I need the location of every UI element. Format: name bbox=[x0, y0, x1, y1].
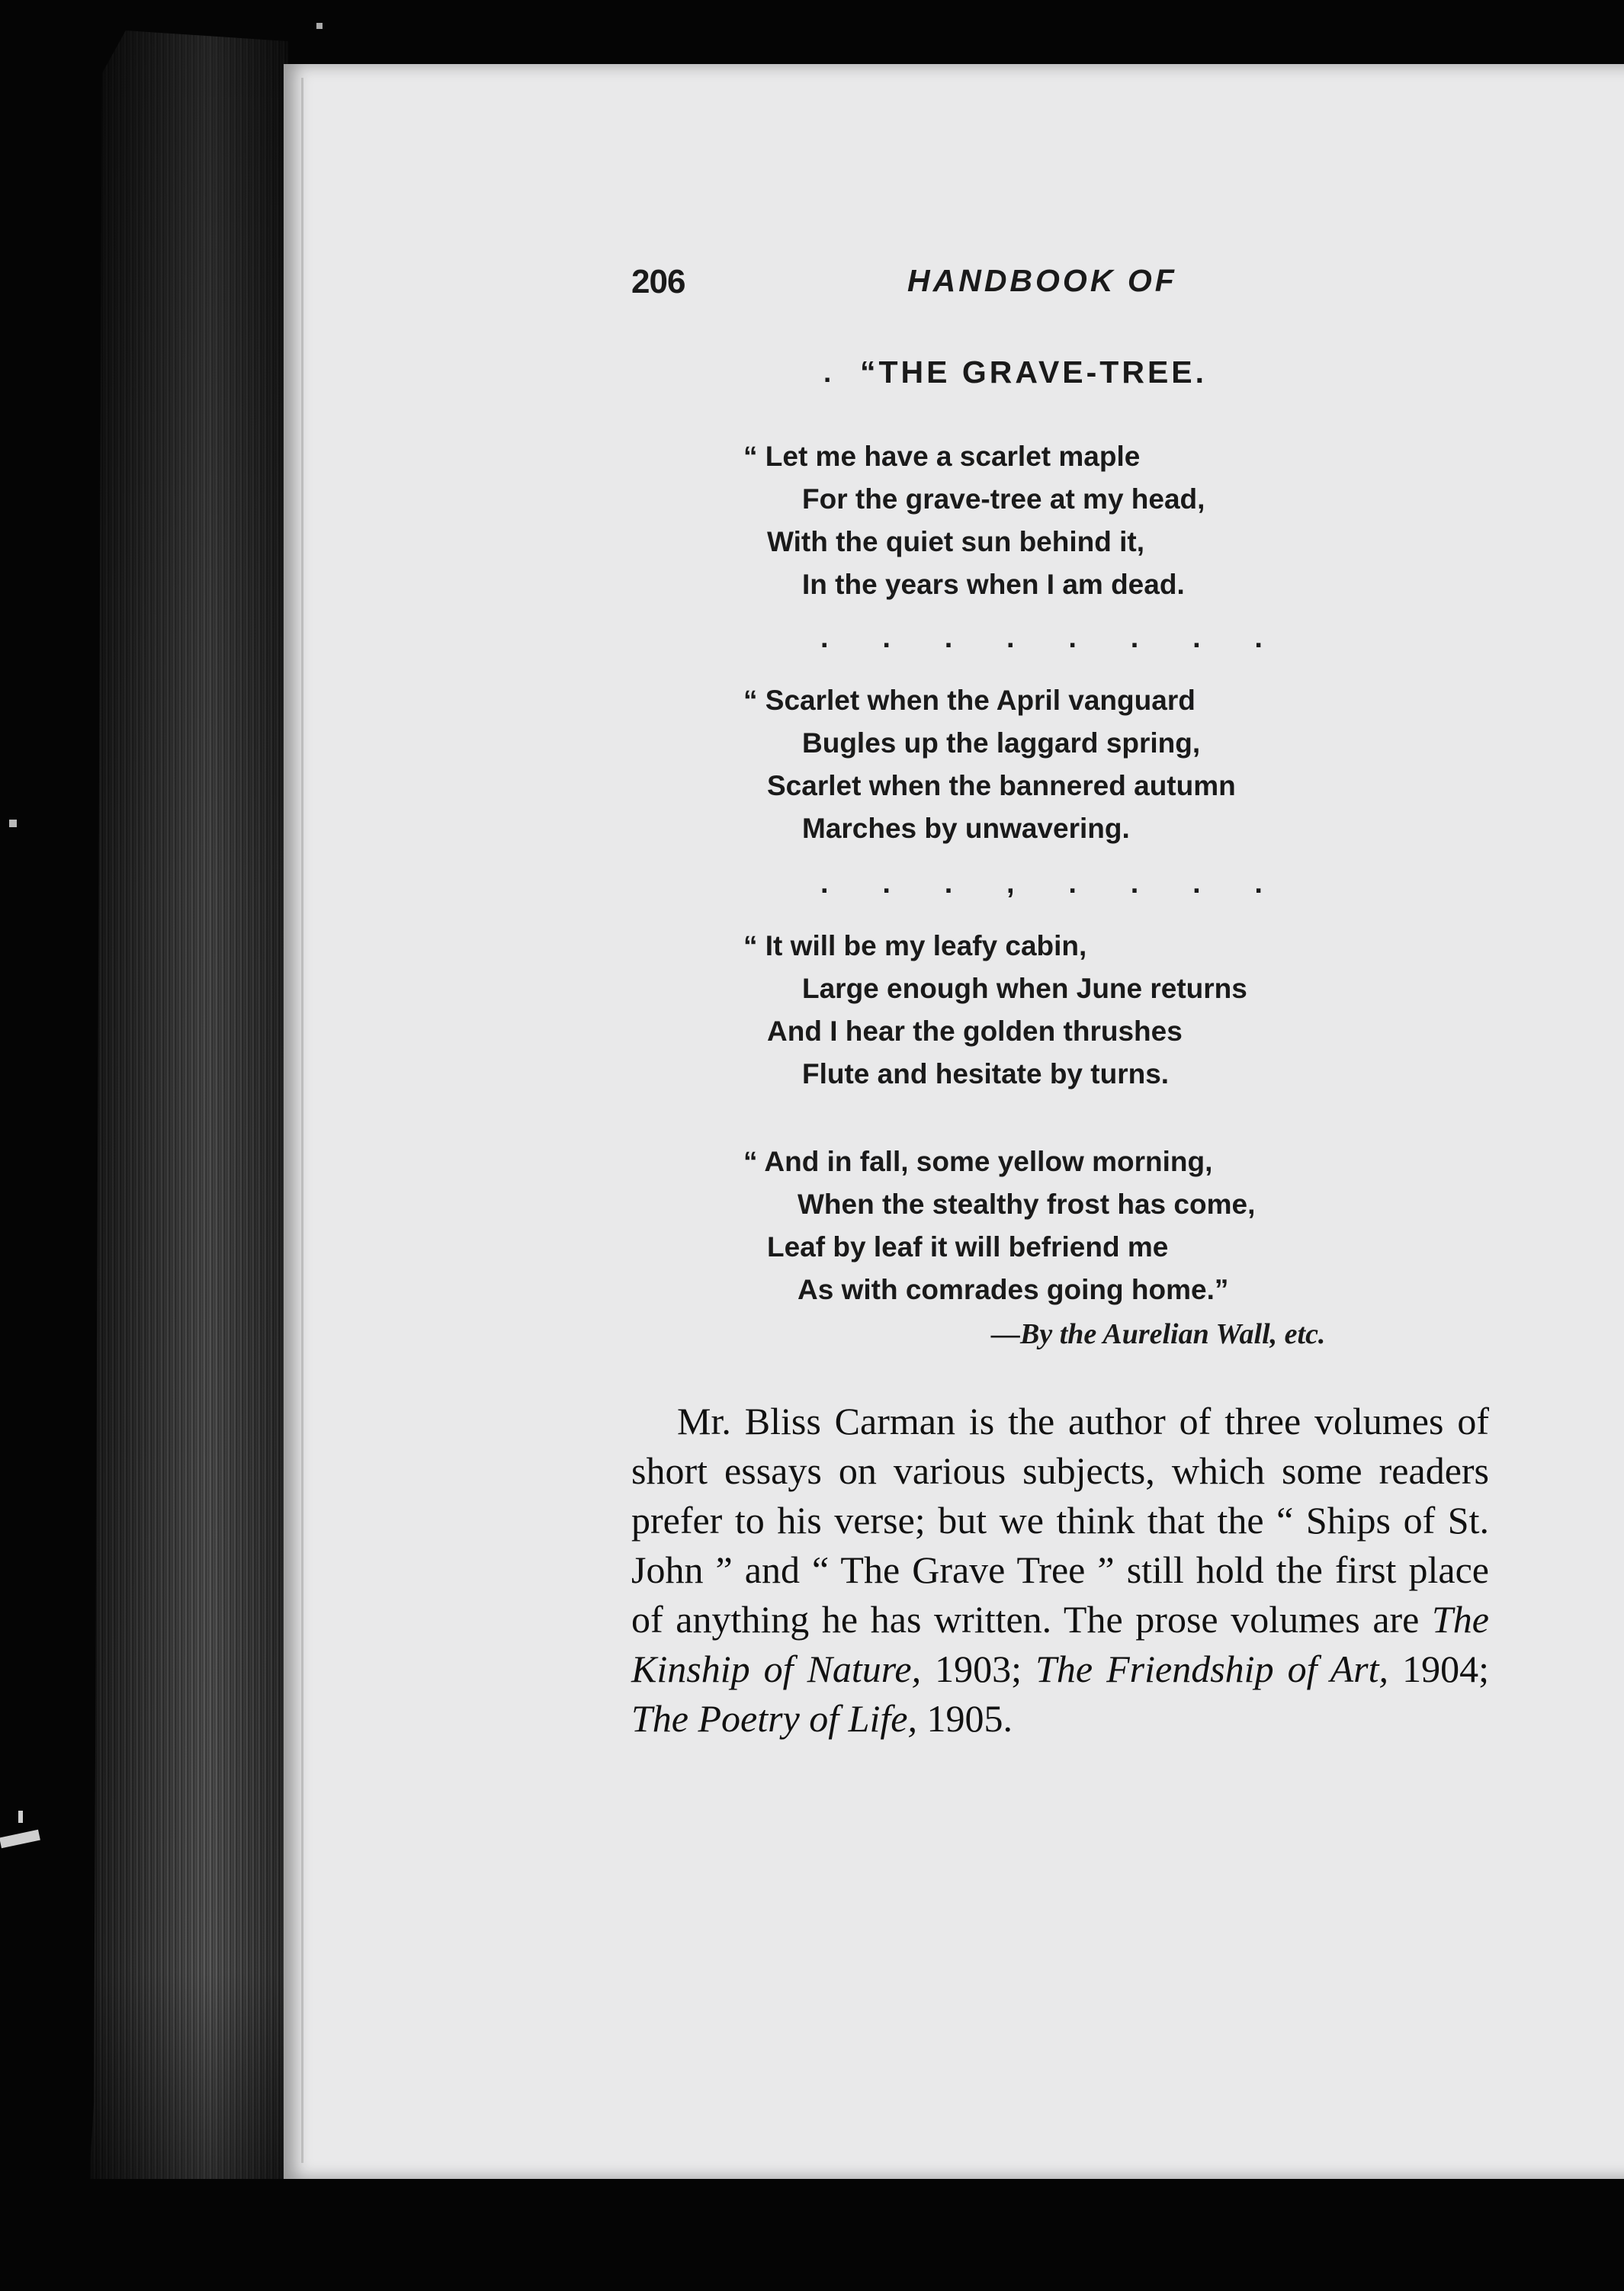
verse-line: “ Let me have a scarlet maple bbox=[743, 441, 1141, 472]
scan-speck bbox=[9, 820, 17, 827]
book-title: The Poetry of Life, bbox=[631, 1697, 917, 1740]
ellipsis-dot: . bbox=[1254, 622, 1263, 654]
prose-year: 1903; bbox=[921, 1648, 1036, 1690]
poem-title: “THE GRAVE-TREE. bbox=[860, 355, 1208, 390]
verse-line: Flute and hesitate by turns. bbox=[802, 1058, 1170, 1089]
scan-speck bbox=[0, 1830, 40, 1849]
ellipsis-dot: . bbox=[882, 868, 891, 900]
book-page-edges bbox=[90, 30, 288, 2188]
ellipsis-dot: . bbox=[1068, 868, 1077, 900]
ellipsis-dot: . bbox=[1192, 622, 1201, 654]
ellipsis-dot: . bbox=[1254, 868, 1263, 900]
verse-line: As with comrades going home.” bbox=[798, 1274, 1229, 1305]
stanza-ellipsis bbox=[820, 624, 1263, 653]
book-title: The Friendship of Art, bbox=[1035, 1648, 1389, 1690]
running-head: HANDBOOK OF bbox=[907, 263, 1177, 298]
ellipsis-dot: . bbox=[1130, 868, 1139, 900]
page-number: 206 bbox=[631, 263, 685, 300]
verse-line: “ Scarlet when the April vanguard bbox=[743, 685, 1196, 716]
verse-line: When the stealthy frost has come, bbox=[798, 1189, 1256, 1220]
poem-attribution: —By the Aurelian Wall, etc. bbox=[991, 1318, 1326, 1350]
prose-year: 1905. bbox=[916, 1697, 1013, 1740]
ellipsis-dot: . bbox=[882, 622, 891, 654]
ellipsis-dot: . bbox=[1068, 622, 1077, 654]
verse-line: “ And in fall, some yellow morning, bbox=[743, 1146, 1213, 1177]
verse-line: Bugles up the laggard spring, bbox=[802, 727, 1201, 759]
ellipsis-dot: . bbox=[1192, 868, 1201, 900]
prose-year: 1904; bbox=[1388, 1648, 1489, 1690]
prose-paragraph bbox=[631, 1397, 1489, 1744]
ellipsis-dot: . bbox=[1006, 622, 1015, 654]
ellipsis-dot: . bbox=[944, 622, 953, 654]
verse-line: Large enough when June returns bbox=[802, 973, 1247, 1004]
verse-line: With the quiet sun behind it, bbox=[767, 526, 1145, 557]
ellipsis-dot: . bbox=[1130, 622, 1139, 654]
scan-speck bbox=[316, 23, 323, 29]
stanza-ellipsis bbox=[820, 869, 1263, 898]
verse-line: In the years when I am dead. bbox=[802, 569, 1185, 600]
title-dot: . bbox=[823, 357, 832, 388]
scan-background-bottom bbox=[0, 2179, 1624, 2291]
ellipsis-dot: . bbox=[820, 622, 829, 654]
ellipsis-dot: , bbox=[1006, 868, 1015, 900]
verse-line: And I hear the golden thrushes bbox=[767, 1016, 1183, 1047]
page-gutter-line bbox=[301, 78, 303, 2163]
scan-speck bbox=[18, 1811, 23, 1823]
ellipsis-dot: . bbox=[944, 868, 953, 900]
prose-text: Mr. Bliss Carman is the author of three volumes of short essays on various subjects, which some readers prefer to his verse; but we think that the “ Ships of St. John ” and “ The Grave Tree ” still hold the first place of anything he has written. The prose volumes are bbox=[631, 1400, 1489, 1641]
verse-line: “ It will be my leafy cabin, bbox=[743, 930, 1087, 961]
book-title: The Kinship of Nature, bbox=[631, 1598, 1489, 1690]
verse-line: For the grave-tree at my head, bbox=[802, 483, 1205, 515]
ellipsis-dot: . bbox=[820, 868, 829, 900]
verse-line: Marches by unwavering. bbox=[802, 813, 1130, 844]
verse-line: Scarlet when the bannered autumn bbox=[767, 770, 1236, 801]
verse-line: Leaf by leaf it will befriend me bbox=[767, 1231, 1169, 1263]
